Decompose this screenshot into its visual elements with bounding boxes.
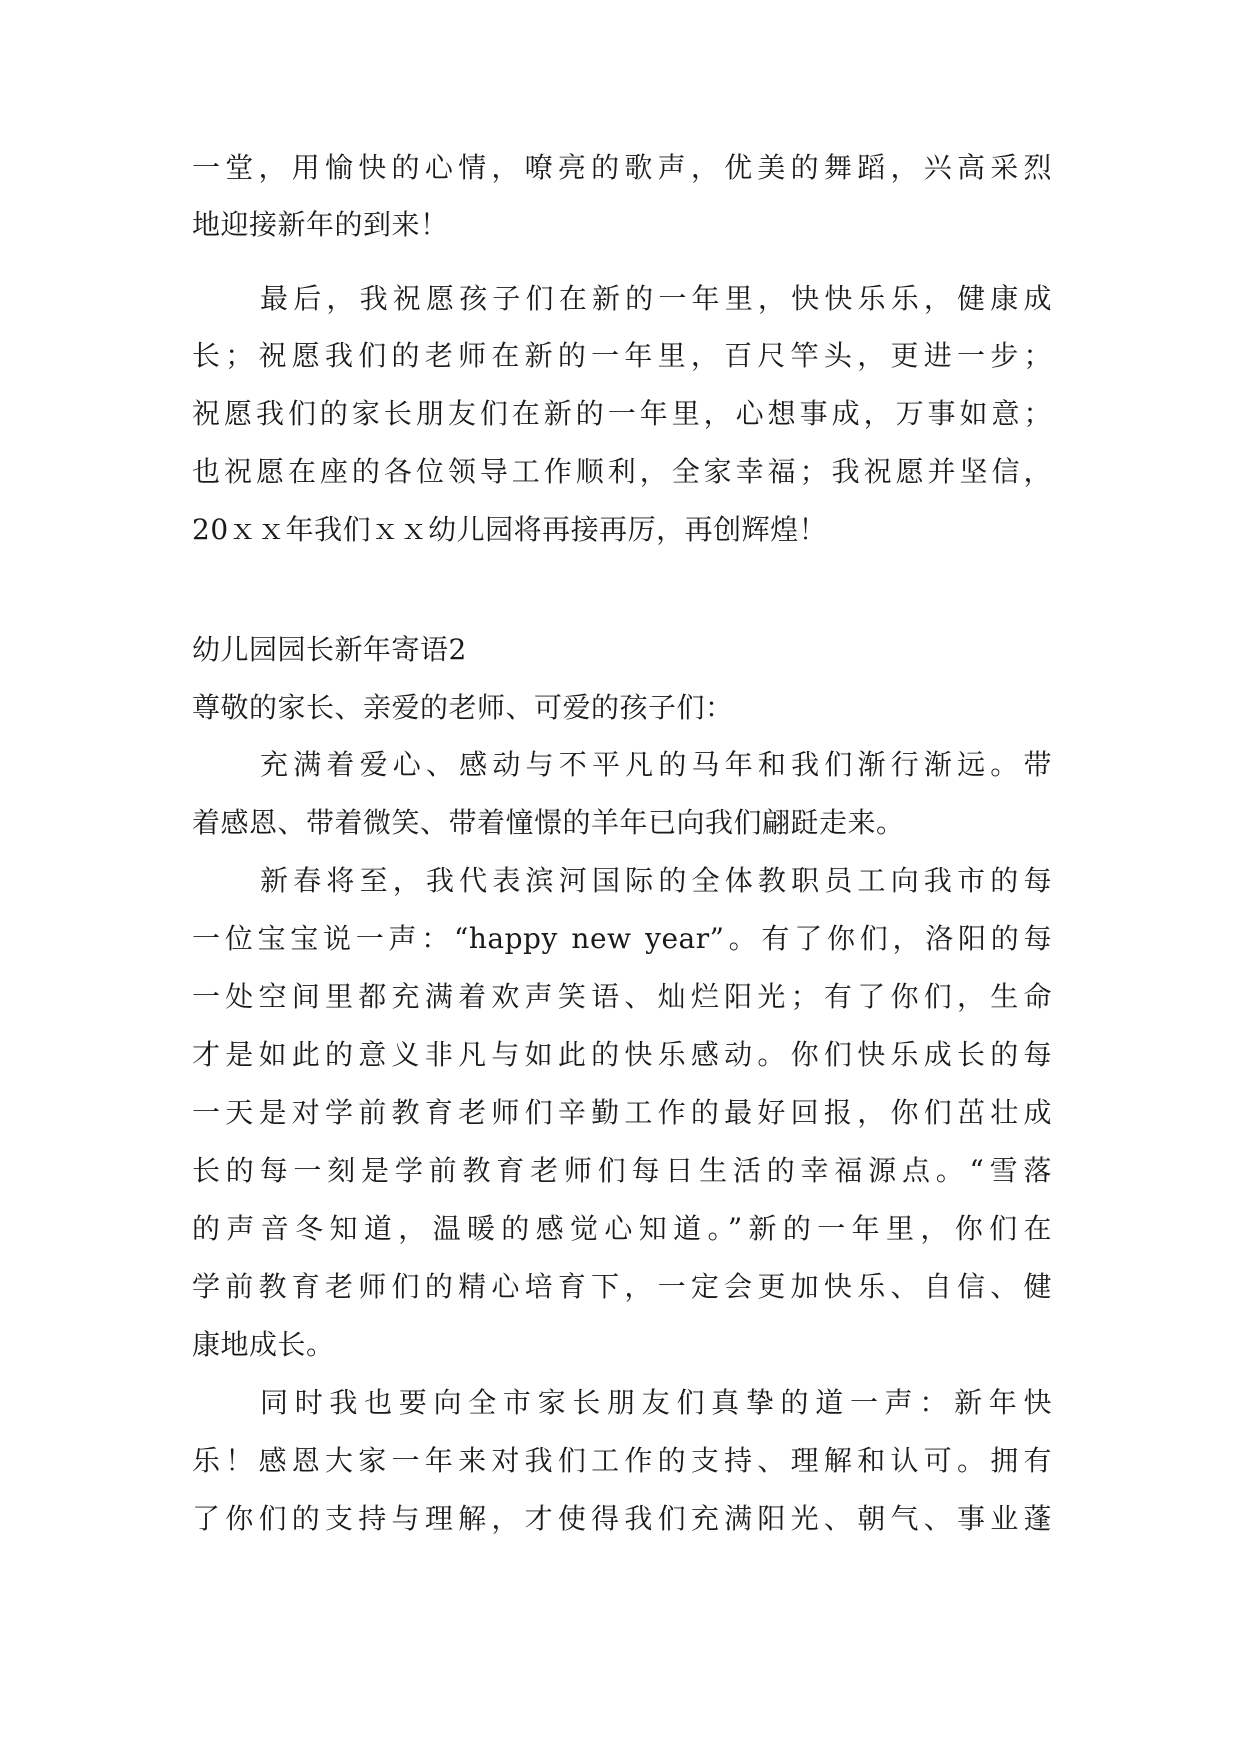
section-title: 幼儿园园长新年寄语2 <box>192 633 467 666</box>
paragraph-line: 20ｘｘ年我们ｘｘ幼儿园将再接再厉，再创辉煌！ <box>192 513 828 546</box>
paragraph-line: 祝愿我们的家长朋友们在新的一年里，心想事成，万事如意； <box>192 397 1052 430</box>
paragraph-line: 最后，我祝愿孩子们在新的一年里，快快乐乐，健康成 <box>260 282 1052 315</box>
paragraph-line: 长；祝愿我们的老师在新的一年里，百尺竿头，更进一步； <box>192 339 1052 372</box>
paragraph-line: 一位宝宝说一声：“happy new year”。有了你们，洛阳的每 <box>192 922 1052 955</box>
paragraph-line: 着感恩、带着微笑、带着憧憬的羊年已向我们翩跹走来。 <box>192 806 905 839</box>
paragraph-line: 地迎接新年的到来！ <box>192 208 449 241</box>
paragraph-line: 一堂，用愉快的心情，嘹亮的歌声，优美的舞蹈，兴高采烈 <box>192 151 1052 184</box>
paragraph-line: 充满着爱心、感动与不平凡的马年和我们渐行渐远。带 <box>260 748 1052 781</box>
paragraph-line: 的声音冬知道，温暖的感觉心知道。”新的一年里，你们在 <box>192 1212 1052 1245</box>
paragraph-line: 长的每一刻是学前教育老师们每日生活的幸福源点。“雪落 <box>192 1154 1052 1187</box>
paragraph-line: 学前教育老师们的精心培育下，一定会更加快乐、自信、健 <box>192 1270 1052 1303</box>
paragraph-line: 一天是对学前教育老师们辛勤工作的最好回报，你们茁壮成 <box>192 1096 1052 1129</box>
paragraph-line: 了你们的支持与理解，才使得我们充满阳光、朝气、事业蓬 <box>192 1502 1052 1535</box>
paragraph-line: 乐！感恩大家一年来对我们工作的支持、理解和认可。拥有 <box>192 1444 1052 1477</box>
paragraph-line: 同时我也要向全市家长朋友们真挚的道一声：新年快 <box>260 1386 1052 1419</box>
paragraph-line: 才是如此的意义非凡与如此的快乐感动。你们快乐成长的每 <box>192 1038 1052 1071</box>
paragraph-line: 康地成长。 <box>192 1328 335 1361</box>
paragraph-line: 新春将至，我代表滨河国际的全体教职员工向我市的每 <box>260 864 1052 897</box>
paragraph-line: 一处空间里都充满着欢声笑语、灿烂阳光；有了你们，生命 <box>192 980 1052 1013</box>
paragraph-line: 也祝愿在座的各位领导工作顺利，全家幸福；我祝愿并坚信， <box>192 455 1052 488</box>
salutation: 尊敬的家长、亲爱的老师、可爱的孩子们： <box>192 691 734 724</box>
